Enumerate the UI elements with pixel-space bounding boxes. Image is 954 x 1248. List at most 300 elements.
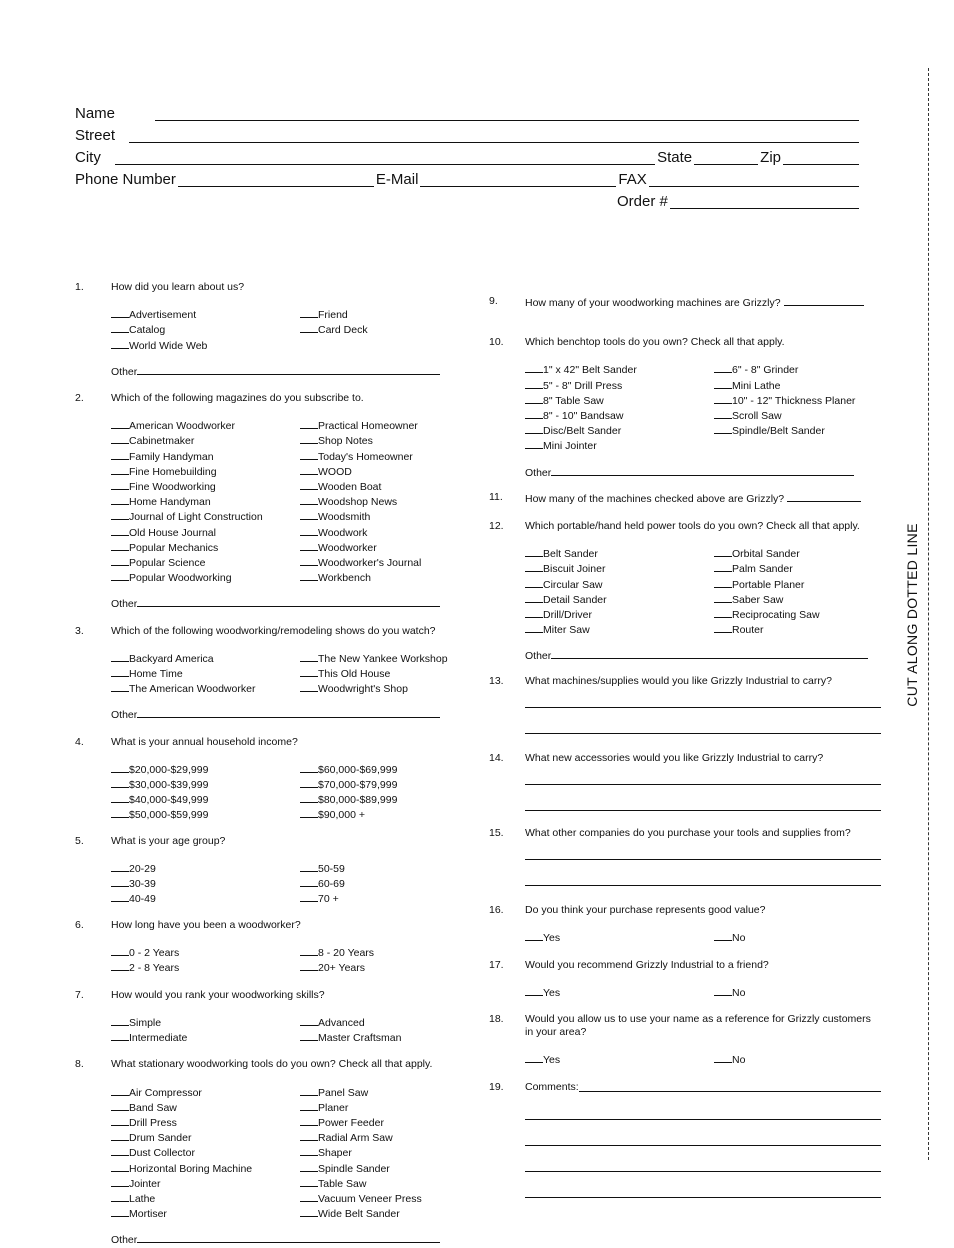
- option-label: WOOD: [318, 465, 352, 478]
- question-text: How did you learn about us?: [111, 281, 245, 293]
- check-blank[interactable]: [525, 985, 543, 996]
- question-number: 2.: [75, 392, 84, 405]
- check-blank[interactable]: [111, 479, 129, 490]
- option-label: Shop Notes: [318, 435, 373, 448]
- option-label: Home Handyman: [129, 496, 211, 509]
- check-blank[interactable]: [714, 622, 732, 633]
- option-label: $60,000-$69,999: [318, 763, 398, 776]
- option-label: Yes: [543, 932, 561, 945]
- option-label: Popular Science: [129, 557, 206, 570]
- check-blank[interactable]: [300, 479, 318, 490]
- option-label: No: [732, 1054, 746, 1067]
- check-blank[interactable]: [300, 1030, 318, 1041]
- option-label: 1" x 42" Belt Sander: [543, 364, 637, 377]
- answer-line[interactable]: [525, 1144, 881, 1146]
- option-label: Woodsmith: [318, 511, 371, 524]
- check-blank[interactable]: [111, 1085, 129, 1096]
- option-item[interactable]: [300, 945, 489, 960]
- question-7: [75, 989, 475, 1046]
- check-blank[interactable]: [300, 1191, 318, 1202]
- check-blank[interactable]: [300, 1015, 318, 1026]
- option-item[interactable]: [111, 1030, 300, 1045]
- check-blank[interactable]: [714, 393, 732, 404]
- option-list: [111, 1085, 475, 1222]
- question-text: What is your age group?: [111, 834, 226, 847]
- check-blank[interactable]: [525, 1052, 543, 1063]
- check-blank[interactable]: [300, 1130, 318, 1141]
- check-blank[interactable]: [714, 930, 732, 941]
- option-label: 30-39: [129, 878, 156, 891]
- check-blank[interactable]: [300, 1206, 318, 1217]
- name-row: [75, 105, 861, 123]
- check-blank[interactable]: [300, 792, 318, 803]
- option-item[interactable]: [300, 876, 489, 891]
- check-blank[interactable]: [111, 494, 129, 505]
- option-item[interactable]: [111, 525, 300, 540]
- check-blank[interactable]: [111, 666, 129, 677]
- option-label: 0 - 2 Years: [129, 947, 180, 960]
- check-blank[interactable]: [300, 464, 318, 475]
- zip-field[interactable]: [783, 149, 859, 165]
- option-item[interactable]: [300, 1145, 489, 1160]
- check-blank[interactable]: [111, 762, 129, 773]
- option-item[interactable]: [111, 494, 300, 509]
- check-blank[interactable]: [300, 449, 318, 460]
- option-label: Detail Sander: [543, 593, 607, 606]
- option-item[interactable]: [111, 651, 300, 666]
- option-list: [525, 362, 881, 453]
- option-label: Jointer: [129, 1177, 161, 1190]
- option-item[interactable]: [300, 666, 489, 681]
- option-item[interactable]: [111, 322, 300, 337]
- option-item[interactable]: [525, 546, 714, 561]
- option-item[interactable]: [300, 861, 489, 876]
- option-item[interactable]: [111, 792, 300, 807]
- option-item[interactable]: [111, 861, 300, 876]
- option-item[interactable]: [714, 622, 903, 637]
- check-blank[interactable]: [300, 1115, 318, 1126]
- check-blank[interactable]: [300, 960, 318, 971]
- check-blank[interactable]: [300, 762, 318, 773]
- option-item[interactable]: [111, 1145, 300, 1160]
- answer-line[interactable]: [525, 706, 881, 708]
- question-17: [489, 959, 881, 1000]
- check-blank[interactable]: [300, 570, 318, 581]
- option-item[interactable]: [525, 930, 714, 945]
- check-blank[interactable]: [300, 876, 318, 887]
- question-text: What is your annual household income?: [111, 735, 298, 748]
- question-text: What stationary woodworking tools do you own? Check all that apply.: [111, 1058, 433, 1071]
- option-item[interactable]: [300, 1015, 489, 1030]
- check-blank[interactable]: [111, 449, 129, 460]
- dotted-cut-line: [928, 68, 929, 1160]
- option-item[interactable]: [300, 792, 489, 807]
- option-item[interactable]: [300, 540, 489, 555]
- option-item[interactable]: [300, 1085, 489, 1100]
- answer-line[interactable]: [525, 809, 881, 811]
- check-blank[interactable]: [111, 525, 129, 536]
- answer-line[interactable]: [525, 1118, 881, 1120]
- question-16: [489, 904, 881, 945]
- check-blank[interactable]: [300, 1176, 318, 1187]
- option-item[interactable]: [300, 322, 489, 337]
- question-3: [75, 625, 475, 723]
- option-item[interactable]: [111, 449, 300, 464]
- check-blank[interactable]: [714, 408, 732, 419]
- option-list: [111, 762, 475, 822]
- option-label: 20+ Years: [318, 962, 366, 975]
- option-label: 20-29: [129, 863, 156, 876]
- option-label: Mortiser: [129, 1208, 167, 1221]
- check-blank[interactable]: [111, 861, 129, 872]
- option-item[interactable]: [525, 438, 714, 453]
- option-label: Advertisement: [129, 309, 197, 322]
- option-item[interactable]: [300, 1030, 489, 1045]
- check-blank[interactable]: [111, 651, 129, 662]
- option-list: [111, 418, 475, 585]
- check-blank[interactable]: [111, 307, 129, 318]
- option-item[interactable]: [714, 592, 903, 607]
- other-field[interactable]: [111, 364, 475, 379]
- question-text: Would you allow us to use your name as a reference for Grizzly customers in your area?: [525, 1013, 871, 1039]
- option-item[interactable]: [300, 418, 489, 433]
- option-item[interactable]: [300, 681, 489, 696]
- answer-field[interactable]: [784, 295, 864, 306]
- check-blank[interactable]: [111, 1115, 129, 1126]
- option-item[interactable]: [111, 777, 300, 792]
- check-blank[interactable]: [714, 1052, 732, 1063]
- state-field[interactable]: [694, 149, 758, 165]
- check-blank[interactable]: [300, 1161, 318, 1172]
- option-item[interactable]: [300, 555, 489, 570]
- check-blank[interactable]: [111, 555, 129, 566]
- question-15: [489, 827, 881, 886]
- option-item[interactable]: [300, 762, 489, 777]
- other-label: Other: [111, 709, 138, 722]
- other-field[interactable]: [111, 596, 475, 611]
- check-blank[interactable]: [714, 985, 732, 996]
- option-item[interactable]: [300, 960, 489, 975]
- option-list: [525, 546, 881, 637]
- option-item[interactable]: [111, 666, 300, 681]
- option-label: Intermediate: [129, 1032, 188, 1045]
- check-blank[interactable]: [300, 322, 318, 333]
- check-blank[interactable]: [111, 464, 129, 475]
- option-item[interactable]: [111, 1130, 300, 1145]
- check-blank[interactable]: [111, 1206, 129, 1217]
- phone-field[interactable]: [178, 171, 374, 187]
- option-item[interactable]: [111, 418, 300, 433]
- check-blank[interactable]: [300, 651, 318, 662]
- option-item[interactable]: [300, 651, 489, 666]
- check-blank[interactable]: [525, 393, 543, 404]
- check-blank[interactable]: [300, 945, 318, 956]
- option-item[interactable]: [300, 807, 489, 822]
- check-blank[interactable]: [111, 338, 129, 349]
- check-blank[interactable]: [111, 540, 129, 551]
- option-item[interactable]: [300, 777, 489, 792]
- option-item[interactable]: [111, 1191, 300, 1206]
- option-item[interactable]: [111, 570, 300, 585]
- order-field[interactable]: [670, 193, 859, 209]
- check-blank[interactable]: [111, 1161, 129, 1172]
- option-item[interactable]: [111, 433, 300, 448]
- option-item[interactable]: [714, 378, 903, 393]
- option-item[interactable]: [300, 1130, 489, 1145]
- option-item[interactable]: [714, 607, 903, 622]
- option-label: $40,000-$49,999: [129, 793, 209, 806]
- question-number: 15.: [489, 827, 504, 840]
- option-item[interactable]: [714, 438, 903, 453]
- option-item[interactable]: [111, 960, 300, 975]
- check-blank[interactable]: [525, 577, 543, 588]
- option-item[interactable]: [111, 338, 300, 353]
- question-number: 5.: [75, 834, 84, 847]
- check-blank[interactable]: [300, 1100, 318, 1111]
- check-blank[interactable]: [111, 807, 129, 818]
- check-blank[interactable]: [300, 525, 318, 536]
- option-item[interactable]: [714, 985, 903, 1000]
- answer-line[interactable]: [525, 783, 881, 785]
- option-item[interactable]: [714, 1052, 903, 1067]
- option-item[interactable]: [714, 393, 903, 408]
- check-blank[interactable]: [300, 1085, 318, 1096]
- option-item[interactable]: [300, 494, 489, 509]
- option-item[interactable]: [300, 509, 489, 524]
- option-item[interactable]: [300, 1100, 489, 1115]
- check-blank[interactable]: [525, 408, 543, 419]
- check-blank[interactable]: [111, 1191, 129, 1202]
- option-item[interactable]: [525, 985, 714, 1000]
- option-item[interactable]: [300, 1206, 489, 1221]
- check-blank[interactable]: [300, 681, 318, 692]
- check-blank[interactable]: [525, 930, 543, 941]
- option-item[interactable]: [300, 338, 489, 353]
- city-row: [75, 149, 861, 167]
- check-blank[interactable]: [300, 540, 318, 551]
- option-item[interactable]: [300, 1176, 489, 1191]
- option-item[interactable]: [111, 891, 300, 906]
- option-item[interactable]: [111, 479, 300, 494]
- check-blank[interactable]: [111, 1030, 129, 1041]
- option-item[interactable]: [111, 1100, 300, 1115]
- check-blank[interactable]: [525, 592, 543, 603]
- check-blank[interactable]: [714, 423, 732, 434]
- option-item[interactable]: [714, 362, 903, 377]
- check-blank[interactable]: [111, 960, 129, 971]
- check-blank[interactable]: [300, 307, 318, 318]
- question-text: Do you think your purchase represents good value?: [525, 904, 766, 917]
- check-blank[interactable]: [714, 577, 732, 588]
- option-label: No: [732, 932, 746, 945]
- option-item[interactable]: [525, 592, 714, 607]
- option-item[interactable]: [714, 930, 903, 945]
- check-blank[interactable]: [525, 438, 543, 449]
- check-blank[interactable]: [714, 362, 732, 373]
- other-field[interactable]: [525, 648, 881, 663]
- option-item[interactable]: [111, 307, 300, 322]
- check-blank[interactable]: [300, 433, 318, 444]
- answer-line[interactable]: [579, 1090, 881, 1092]
- option-item[interactable]: [525, 1052, 714, 1067]
- option-label: $70,000-$79,999: [318, 778, 398, 791]
- check-blank[interactable]: [111, 1130, 129, 1141]
- fax-label: FAX: [618, 171, 647, 188]
- option-label: 50-59: [318, 863, 345, 876]
- check-blank[interactable]: [111, 1145, 129, 1156]
- option-item[interactable]: [714, 561, 903, 576]
- option-item[interactable]: [111, 762, 300, 777]
- option-item[interactable]: [111, 1161, 300, 1176]
- option-item[interactable]: [111, 464, 300, 479]
- check-blank[interactable]: [111, 891, 129, 902]
- option-list: [111, 1015, 475, 1045]
- option-label: Shaper: [318, 1147, 352, 1160]
- check-blank[interactable]: [111, 1176, 129, 1187]
- check-blank[interactable]: [111, 570, 129, 581]
- option-label: This Old House: [318, 668, 391, 681]
- option-item[interactable]: [300, 1191, 489, 1206]
- option-item[interactable]: [525, 423, 714, 438]
- other-field[interactable]: [111, 707, 475, 722]
- option-item[interactable]: [111, 945, 300, 960]
- other-field[interactable]: [525, 465, 881, 480]
- check-blank[interactable]: [111, 1100, 129, 1111]
- check-blank[interactable]: [714, 592, 732, 603]
- option-item[interactable]: [300, 464, 489, 479]
- option-list: [111, 307, 475, 353]
- option-label: 8" Table Saw: [543, 394, 604, 407]
- email-field[interactable]: [420, 171, 616, 187]
- question-text: What new accessories would you like Grizzly Industrial to carry?: [525, 751, 824, 764]
- option-item[interactable]: [714, 546, 903, 561]
- check-blank[interactable]: [525, 546, 543, 557]
- question-number: 10.: [489, 336, 504, 349]
- check-blank[interactable]: [111, 418, 129, 429]
- option-label: Saber Saw: [732, 593, 784, 606]
- check-blank[interactable]: [111, 322, 129, 333]
- option-item[interactable]: [111, 1176, 300, 1191]
- answer-line[interactable]: [525, 732, 881, 734]
- check-blank[interactable]: [111, 945, 129, 956]
- option-item[interactable]: [111, 1085, 300, 1100]
- street-field[interactable]: [129, 127, 859, 143]
- option-item[interactable]: [300, 449, 489, 464]
- name-field[interactable]: [155, 105, 859, 121]
- check-blank[interactable]: [111, 876, 129, 887]
- answer-line[interactable]: [525, 884, 881, 886]
- check-blank[interactable]: [111, 1015, 129, 1026]
- check-blank[interactable]: [111, 777, 129, 788]
- check-blank[interactable]: [111, 792, 129, 803]
- check-blank[interactable]: [525, 561, 543, 572]
- question-number: 19.: [489, 1080, 504, 1093]
- fax-field[interactable]: [649, 171, 859, 187]
- option-item[interactable]: [111, 1206, 300, 1221]
- check-blank[interactable]: [525, 622, 543, 633]
- answer-line[interactable]: [525, 1196, 881, 1198]
- check-blank[interactable]: [300, 418, 318, 429]
- answer-line[interactable]: [525, 1170, 881, 1172]
- option-item[interactable]: [525, 561, 714, 576]
- option-label: Wooden Boat: [318, 481, 382, 494]
- check-blank[interactable]: [300, 891, 318, 902]
- option-item[interactable]: [300, 891, 489, 906]
- option-item[interactable]: [525, 393, 714, 408]
- check-blank[interactable]: [525, 607, 543, 618]
- check-blank[interactable]: [300, 1145, 318, 1156]
- check-blank[interactable]: [525, 362, 543, 373]
- option-item[interactable]: [300, 570, 489, 585]
- option-item[interactable]: [111, 509, 300, 524]
- option-item[interactable]: [525, 607, 714, 622]
- answer-field[interactable]: [787, 491, 861, 502]
- question-text: What other companies do you purchase your tools and supplies from?: [525, 827, 851, 840]
- check-blank[interactable]: [300, 861, 318, 872]
- cut-instruction: CUT ALONG DOTTED LINE: [904, 523, 920, 707]
- option-item[interactable]: [111, 681, 300, 696]
- option-item[interactable]: [525, 622, 714, 637]
- check-blank[interactable]: [111, 681, 129, 692]
- option-item[interactable]: [111, 876, 300, 891]
- option-label: Orbital Sander: [732, 548, 800, 561]
- option-item[interactable]: [111, 1115, 300, 1130]
- question-text: Which of the following woodworking/remodeling shows do you watch?: [111, 624, 436, 637]
- option-item[interactable]: [525, 408, 714, 423]
- answer-line[interactable]: [525, 858, 881, 860]
- check-blank[interactable]: [111, 433, 129, 444]
- option-item[interactable]: [300, 479, 489, 494]
- option-item[interactable]: [111, 1015, 300, 1030]
- option-item[interactable]: [111, 540, 300, 555]
- option-item[interactable]: [525, 577, 714, 592]
- option-label: Router: [732, 624, 764, 637]
- check-blank[interactable]: [714, 561, 732, 572]
- check-blank[interactable]: [300, 509, 318, 520]
- city-field[interactable]: [115, 149, 655, 165]
- check-blank[interactable]: [300, 666, 318, 677]
- option-item[interactable]: [300, 1161, 489, 1176]
- option-list: [525, 985, 881, 1000]
- option-item[interactable]: [300, 1115, 489, 1130]
- check-blank[interactable]: [525, 378, 543, 389]
- check-blank[interactable]: [300, 777, 318, 788]
- check-blank[interactable]: [714, 607, 732, 618]
- contact-row: [75, 171, 861, 189]
- option-item[interactable]: [714, 577, 903, 592]
- check-blank[interactable]: [300, 807, 318, 818]
- check-blank[interactable]: [300, 555, 318, 566]
- check-blank[interactable]: [714, 378, 732, 389]
- option-label: Scroll Saw: [732, 410, 782, 423]
- option-item[interactable]: [300, 433, 489, 448]
- check-blank[interactable]: [111, 509, 129, 520]
- option-item[interactable]: [111, 807, 300, 822]
- option-item[interactable]: [714, 408, 903, 423]
- check-blank[interactable]: [525, 423, 543, 434]
- option-item[interactable]: [300, 525, 489, 540]
- option-item[interactable]: [111, 555, 300, 570]
- zip-label: Zip: [760, 149, 781, 166]
- option-label: American Woodworker: [129, 420, 236, 433]
- option-item[interactable]: [714, 423, 903, 438]
- option-label: World Wide Web: [129, 339, 208, 352]
- check-blank[interactable]: [300, 494, 318, 505]
- option-item[interactable]: [300, 307, 489, 322]
- check-blank[interactable]: [714, 546, 732, 557]
- option-item[interactable]: [525, 378, 714, 393]
- option-item[interactable]: [525, 362, 714, 377]
